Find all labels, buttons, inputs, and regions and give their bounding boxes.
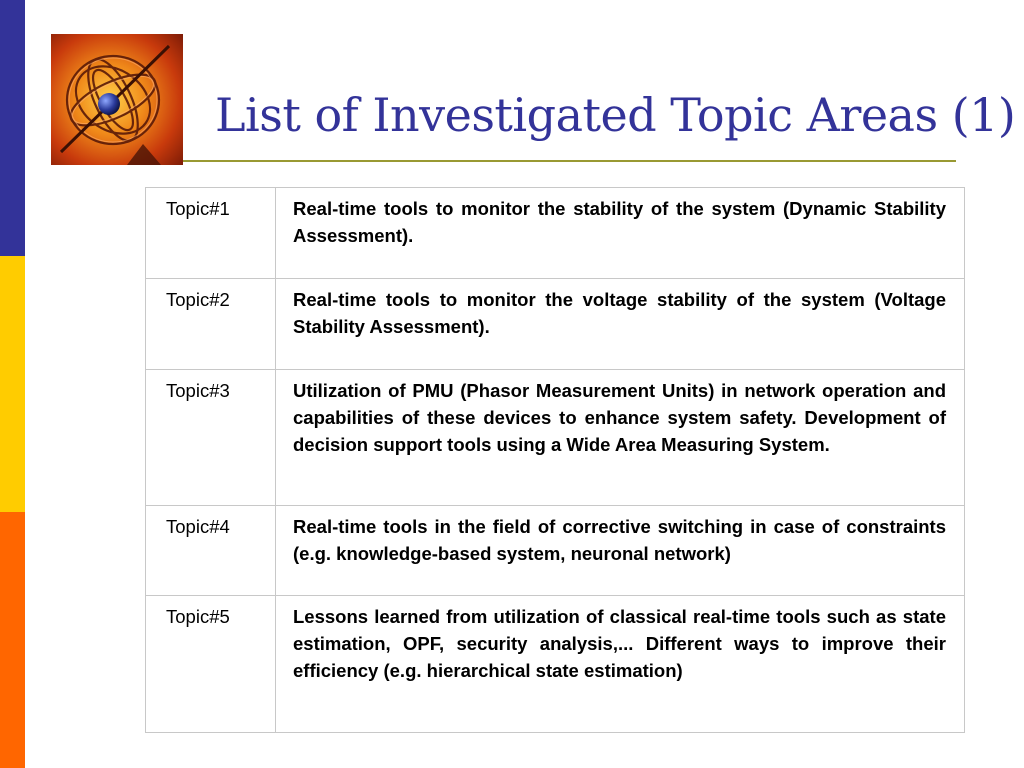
accent-bar-yellow [0, 256, 25, 512]
page-title: List of Investigated Topic Areas (1) [215, 88, 1016, 142]
topic-description: Real-time tools in the field of corrective switching in case of constraints (e.g. knowledge-based system, neuronal network) [276, 506, 965, 596]
table-row [146, 279, 965, 370]
topic-id: Topic#3 [146, 370, 276, 506]
topics-table [145, 187, 965, 733]
table-row [146, 506, 965, 596]
topic-id: Topic#4 [146, 506, 276, 596]
table-row [146, 596, 965, 733]
topic-description: Lessons learned from utilization of classical real-time tools such as state estimation, OPF, security analysis,... Different ways to improve their efficiency (e.g. hierarchical state estimation) [276, 596, 965, 733]
topic-id: Topic#1 [146, 188, 276, 279]
title-divider [183, 160, 956, 162]
accent-bar-blue [0, 0, 25, 256]
table-row [146, 370, 965, 506]
accent-bar-orange [0, 512, 25, 768]
topic-description: Real-time tools to monitor the stability of the system (Dynamic Stability Assessment). [276, 188, 965, 279]
topic-id: Topic#2 [146, 279, 276, 370]
topic-description: Real-time tools to monitor the voltage stability of the system (Voltage Stability Assessment). [276, 279, 965, 370]
topic-description: Utilization of PMU (Phasor Measurement Units) in network operation and capabilities of these devices to enhance system safety. Development of decision support tools using a Wide Area Measuring System. [276, 370, 965, 506]
topic-id: Topic#5 [146, 596, 276, 733]
armillary-sphere-icon [51, 34, 183, 165]
table-row [146, 188, 965, 279]
